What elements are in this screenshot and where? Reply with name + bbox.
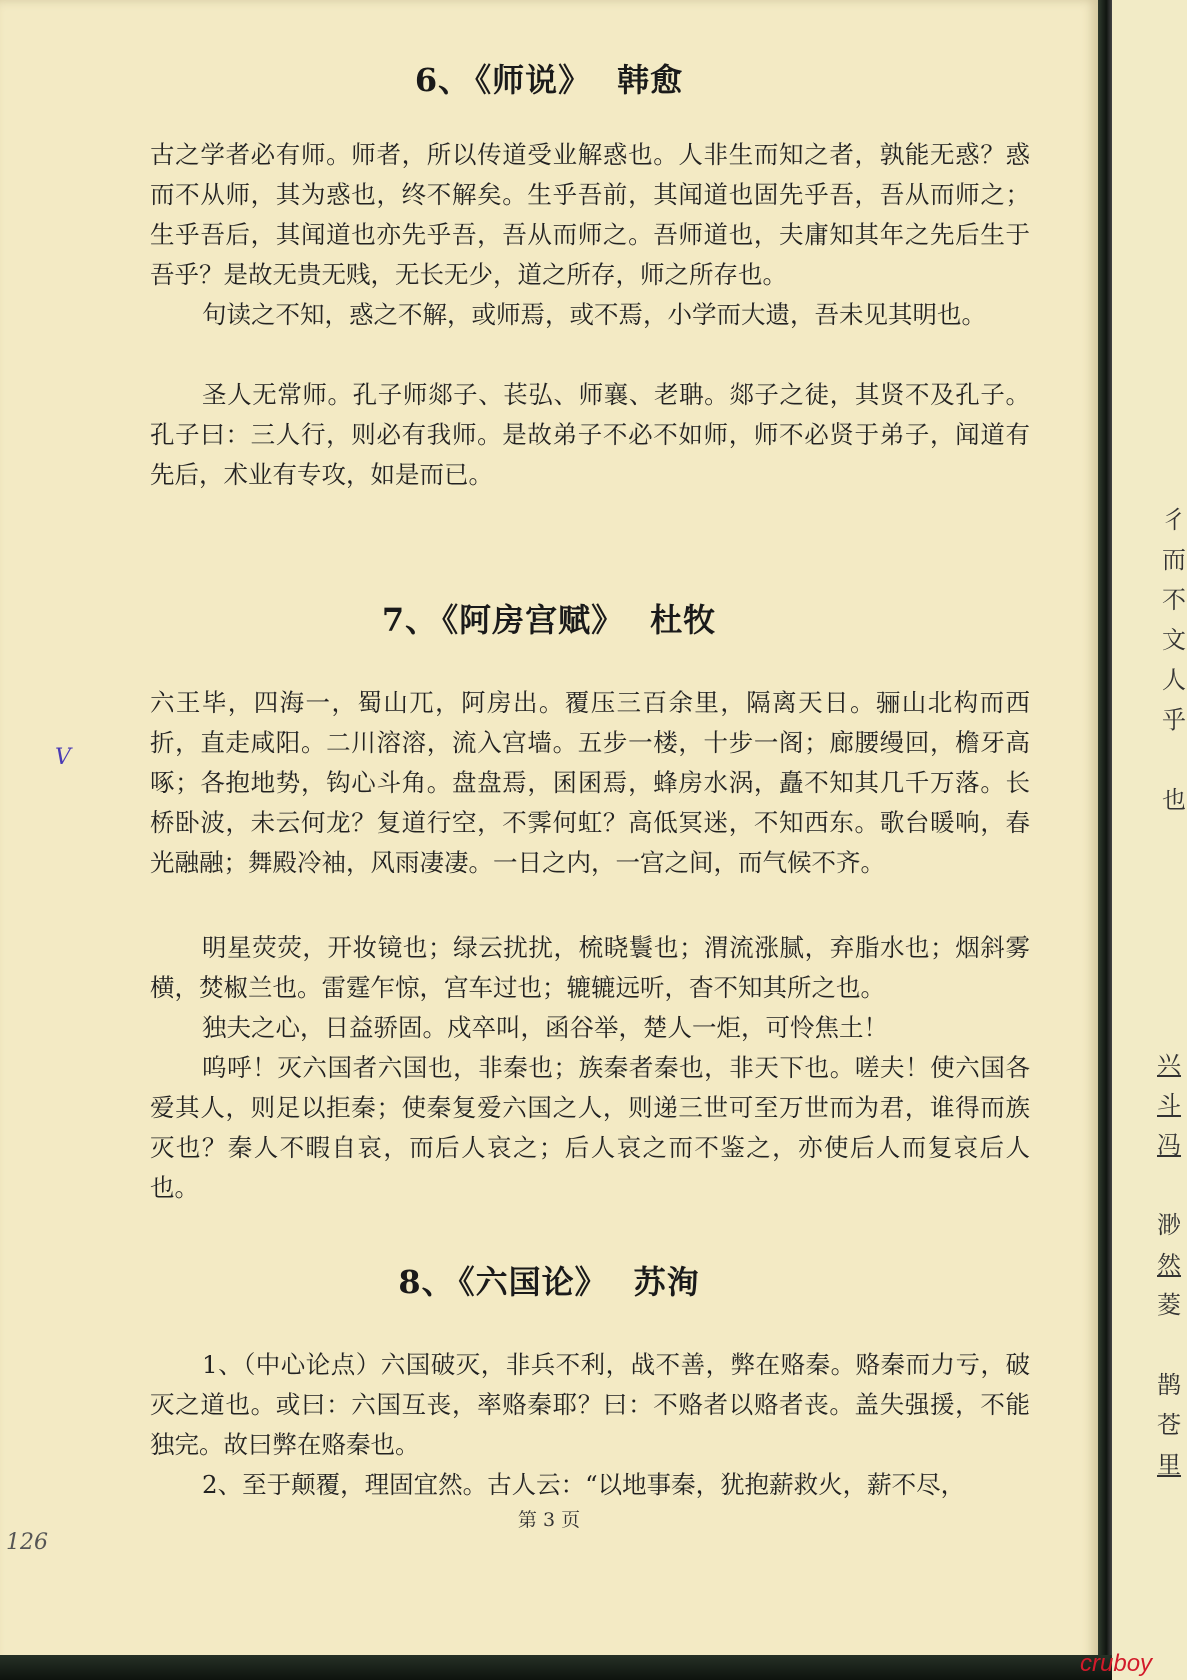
section-number: 6、 — [414, 61, 472, 99]
paragraph: 1、（中心论点）六国破灭，非兵不利，战不善，弊在赂秦。赂秦而力亏，破灭之道也。或曰：六国互丧，率赂秦耶？曰：不赂者以赂者丧。盖失强援，不能独完。故曰弊在赂秦也。 — [150, 1350, 1030, 1459]
book-cover-edge — [0, 1655, 1112, 1680]
paragraph: 明星荧荧，开妆镜也；绿云扰扰，梳晓鬟也；渭流涨腻，弃脂水也；烟斜雾横，焚椒兰也。雷霆乍惊，宫车过也；辘辘远听，杳不知其所之也。 — [150, 933, 1030, 1002]
section-number: 7、 — [381, 601, 439, 639]
paragraph: 古之学者必有师。师者，所以传道受业解惑也。人非生而知之者，孰能无惑？惑而不从师，其为惑也，终不解矣。生乎吾前，其闻道也固先乎吾，吾从而师之；生乎吾后，其闻道也亦先乎吾，吾从而师之。吾师道也，夫庸知其年之先后生于吾乎？是故无贵无贱，无长无少，道之所存，师之所存也。 — [150, 140, 1030, 289]
adjacent-char: 也 — [1162, 786, 1186, 814]
adjacent-char: 鹊 — [1157, 1371, 1181, 1399]
section-title: 《阿房宫赋》 — [442, 601, 625, 639]
adjacent-char: 不 — [1162, 586, 1186, 614]
section-author: 苏洵 — [633, 1263, 700, 1301]
adjacent-char: 人 — [1162, 666, 1186, 694]
paragraph: 独夫之心，日益骄固。戍卒叫，函谷举，楚人一炬，可怜焦土！ — [202, 1013, 888, 1042]
section-author: 杜牧 — [650, 601, 717, 639]
adjacent-char: 兴 — [1157, 1051, 1181, 1079]
handwritten-page-number: 126 — [6, 1530, 48, 1555]
adjacent-char: 斗 — [1157, 1091, 1181, 1119]
paragraph: 圣人无常师。孔子师郯子、苌弘、师襄、老聃。郯子之徒，其贤不及孔子。孔子曰：三人行，则必有我师。是故弟子不必不如师，师不必贤于弟子，闻道有先后，术业有专攻，如是而已。 — [150, 380, 1030, 489]
adjacent-char: 彳 — [1162, 506, 1186, 534]
section-title: 《师说》 — [475, 61, 592, 99]
adjacent-char: 然 — [1157, 1251, 1181, 1279]
adjacent-char: 苍 — [1157, 1411, 1181, 1439]
adjacent-char: 渺 — [1157, 1211, 1181, 1239]
adjacent-char: 乎 — [1162, 706, 1186, 734]
page-footer: 第 3 页 — [517, 1509, 581, 1531]
section-heading-afanggongfu — [0, 595, 1098, 641]
paragraph: 呜呼！灭六国者六国也，非秦也；族秦者秦也，非天下也。嗟夫！使六国各爱其人，则足以拒秦；使秦复爱六国之人，则递三世可至万世而为君，谁得而族灭也？秦人不暇自哀，而后人哀之；后人哀之而不鉴之，亦使后人而复哀后人也。 — [150, 1053, 1030, 1202]
section-heading-shishuo — [0, 55, 1098, 101]
paragraph: 2、至于颠覆，理固宜然。古人云：“以地事秦，犹抱薪救火，薪不尽， — [202, 1470, 966, 1499]
adjacent-page-edge — [1112, 0, 1187, 1680]
section-heading-liuguolun — [0, 1257, 1098, 1303]
watermark: cruboy — [1080, 1650, 1153, 1677]
book-spine — [1098, 0, 1112, 1680]
adjacent-char: 文 — [1162, 626, 1186, 654]
adjacent-char: 里 — [1157, 1451, 1181, 1479]
adjacent-char: 而 — [1162, 546, 1186, 574]
handwritten-margin-mark: V — [55, 745, 71, 770]
adjacent-char: 冯 — [1157, 1131, 1181, 1159]
paragraph: 六王毕，四海一，蜀山兀，阿房出。覆压三百余里，隔离天日。骊山北构而西折，直走咸阳。二川溶溶，流入宫墙。五步一楼，十步一阁；廊腰缦回，檐牙高啄；各抱地势，钩心斗角。盘盘焉，囷囷焉，蜂房水涡，矗不知其几千万落。长桥卧波，未云何龙？复道行空，不霁何虹？高低冥迷，不知西东。歌台暖响，春光融融；舞殿冷袖，风雨凄凄。一日之内，一宫之间，而气候不齐。 — [150, 688, 1030, 877]
section-number: 8、 — [398, 1263, 455, 1301]
section-title: 《六国论》 — [458, 1263, 608, 1301]
adjacent-char: 菱 — [1157, 1291, 1181, 1319]
section-author: 韩愈 — [617, 61, 684, 99]
paragraph: 句读之不知，惑之不解，或师焉，或不焉，小学而大遗，吾未见其明也。 — [202, 300, 986, 329]
